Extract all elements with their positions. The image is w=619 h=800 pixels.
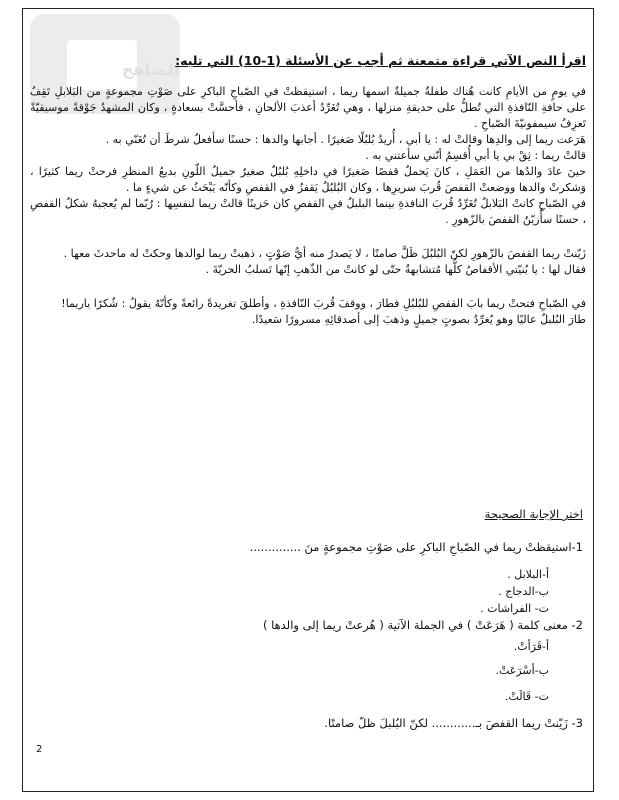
- watermark-text: المناهج: [122, 60, 180, 79]
- question-2-option-a: أ-قَرَأتْ.: [513, 640, 549, 653]
- question-2-option-c: ت- قَالَتْ.: [504, 690, 549, 703]
- paragraph-4: حينَ عادَ والدُها من العَمَلِ ، كانَ يَحملُ قفصًا صَغيرًا في داخلِهِ بُلبُلٌ صغيرٌ جميلُ اللّونِ بديعُ المنظرِ فرحتْ ريما كثيرًا ، وَشكرتْ والدها ووضعتْ القفصَ قُربَ سريرِها ، وكان البُلبُلُ يَقفزُ في القفصِ وكأنّه يَبْحَثُ عن شيءٍ ما .: [30, 165, 586, 194]
- page-number: 2: [36, 744, 43, 755]
- reading-passage: [30, 52, 586, 328]
- question-1-option-a: أ-البلابل .: [507, 568, 549, 581]
- paragraph-8: في الصّباحِ فتحتْ ريما بابَ القفصِ للبُلبُلِ فطارَ ، ووقفَ قُربَ النّافذةِ ، وأطلقَ تغريدةً رائعةً وكأنّهُ يقولُ : شُكرًا ياريما!: [61, 297, 586, 310]
- paragraph-9: طارَ البُلبلُ عاليًا وهو يُغرِّدُ بصوتٍ جميلٍ وذهبَ إلى أصدقائِهِ مسرورًا سَعيدًا.: [251, 313, 586, 326]
- section-title: اختر الإجابة الصحيحة: [484, 507, 583, 521]
- paragraph-7: فقال لها : يا بُنيّتي الأقفاصُ كلُّها مُتشابهةٌ حتّى لو كانتْ من الذّهبِ إنّها تَسلبُ الحريّةَ .: [205, 263, 586, 276]
- paragraph-1: في يومٍ من الأيامِ كانت هُناك طفلةٌ جميلةٌ اسمها ريما ، استيقظتْ في الصّباحِ الباكرِ على صَوْتِ مجموعةٍ من البَلابلِ تَقِفُ على حافةِ النّافذةِ التي تُطلُّ على حديقةِ منزلها ، وهي تُغَرِّدُ أعذبَ الألحانِ ، فأحسَّتْ بسعادةٍ ، وكان المشهدُ جَوْقةً موسيقيّةً تَعزِفُ سيمفونيّةَ الصّباحِ .: [30, 85, 586, 130]
- question-1-option-c: ت- الفراشات .: [480, 602, 549, 615]
- paragraph-2: هَرَعت ريما إلى والدِها وقالتْ له : يا أبي ، أُريدُ بُلبُلًا صَغيرًا . أجابها والدها : حسنًا سأفعلُ شرطَ أن تُغَنّي به .: [105, 133, 586, 146]
- paragraph-6: زَيّنتْ ريما القفصَ بالزّهورِ لكنّ البُلبُلَ ظَلَّ صامتًا ، لا يَصدرُ منه أيُّ صَوْتٍ ، ذهبتْ ريما لوالدها وحكتْ له ماحدثَ معها .: [63, 247, 586, 260]
- page-title: اقرأ النص الآتي قراءة متمعنة ثم أجب عن الأسئلة (1-10) التي تليه:: [175, 53, 586, 68]
- paragraph-3: قالتْ ريما : ثِقْ بي يا أبي أُقسِمُ أنّني سأعتني به .: [365, 149, 586, 162]
- question-2: 2- معنى كلمة ( هَرَعَتْ ) في الجملة الآتية ( هُرعتْ ريما إلى والدها ): [262, 618, 583, 632]
- question-1: 1-استيقظتْ ريما في الصّباحِ الباكرِ على صَوْتِ مجموعةٍ منَ ..............: [249, 540, 583, 554]
- question-1-option-b: ب-الدجاج .: [498, 585, 549, 598]
- question-2-option-b: ب-أسْرَعَتْ.: [495, 664, 549, 677]
- question-3: 3- زَيّنتْ ريما القفصَ بـ............ لكنّ البُلبلَ ظلّ صامتًا.: [324, 716, 583, 730]
- paragraph-5: في الصّباحِ كانتْ البَلابلُ تُغَرِّدُ قُربَ النافذةِ بينما البلبلُ في القفصِ كان حَزينًا قالتْ ريما لنفسِها : رُبّما لم يُعجبهُ شكلُ القفصِ ، حسنًا سأُزيّنُ القفصَ بالزّهورِ .: [30, 197, 586, 226]
